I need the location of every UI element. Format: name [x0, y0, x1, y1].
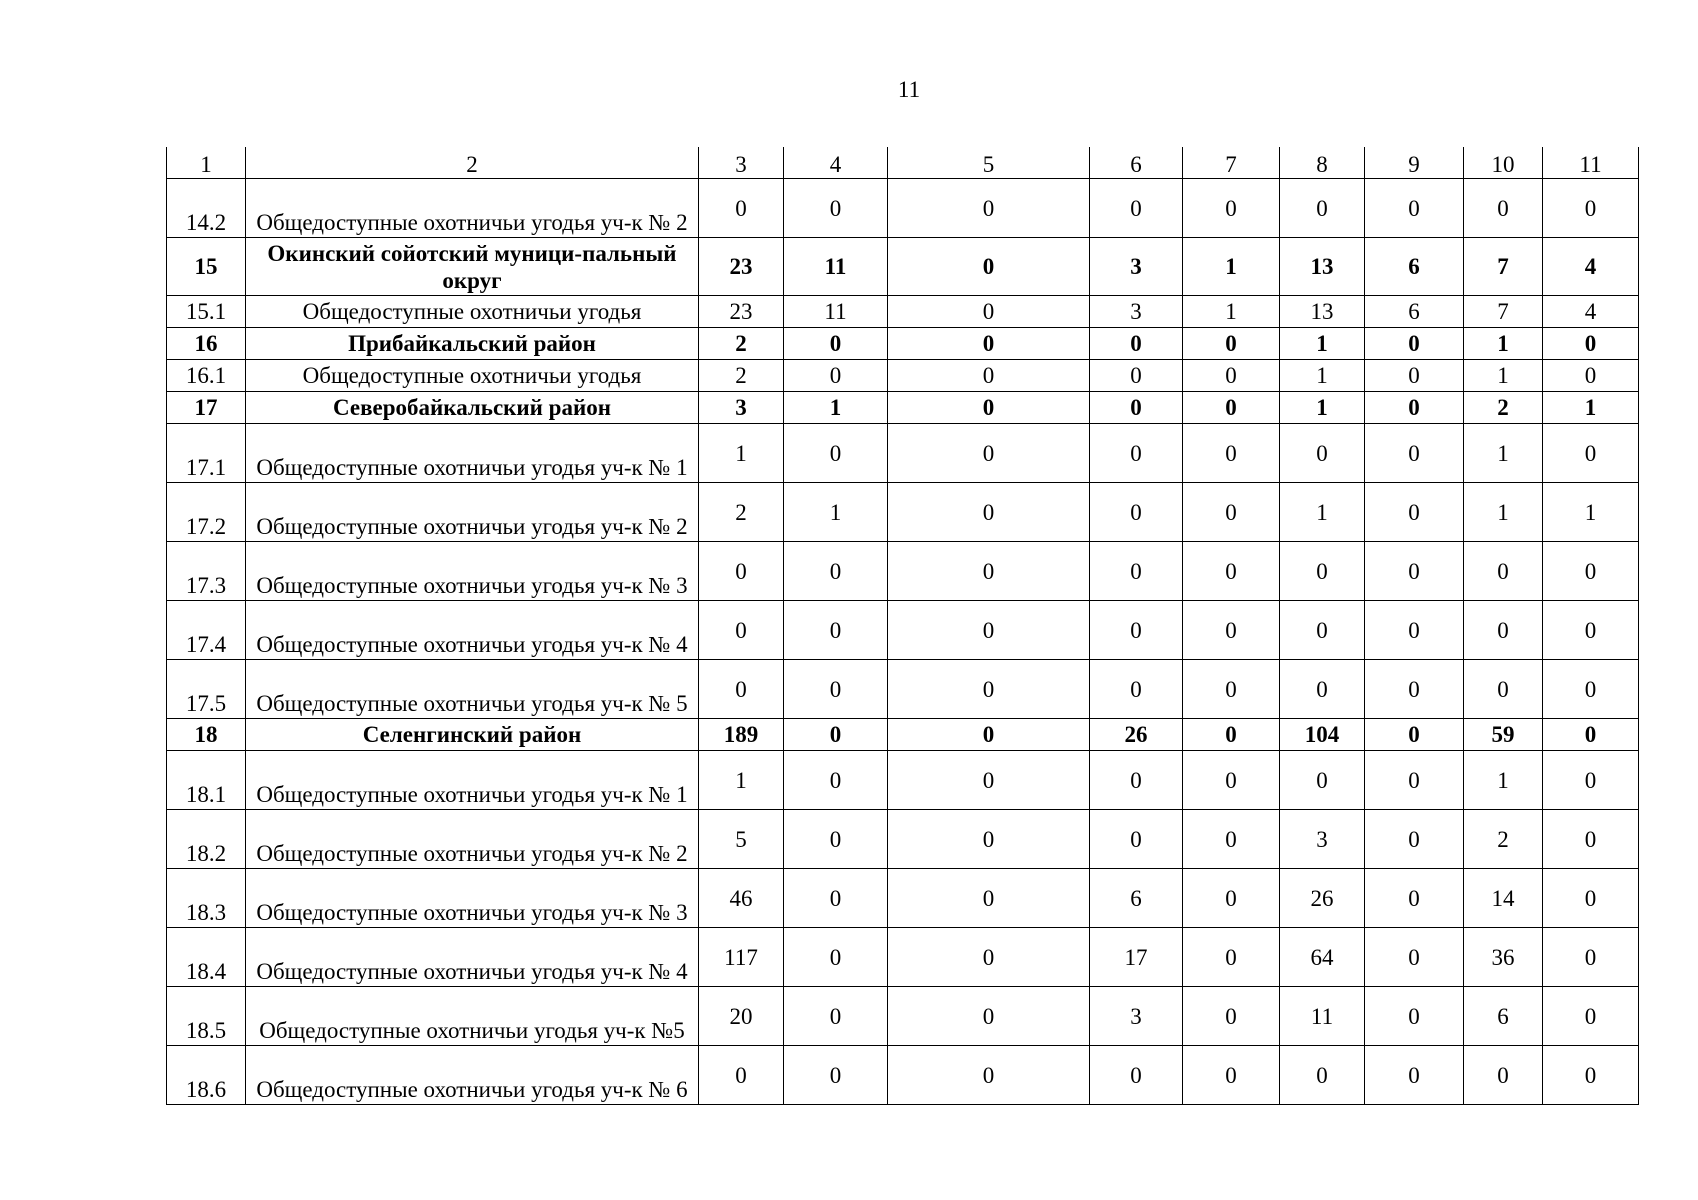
value-cell: 0 [1464, 179, 1543, 238]
value-cell: 0 [784, 869, 888, 928]
value-cell: 0 [1090, 810, 1183, 869]
hunting-ground-name: Общедоступные охотничьи угодья уч-к № 2 [246, 483, 699, 542]
value-cell: 0 [1280, 542, 1365, 601]
value-cell: 0 [784, 601, 888, 660]
table-row [167, 542, 1639, 601]
value-cell: 1 [1464, 328, 1543, 360]
district-row [167, 719, 1639, 751]
row-number: 17.3 [167, 542, 246, 601]
row-number: 18.2 [167, 810, 246, 869]
column-number: 1 [167, 147, 246, 179]
value-cell: 0 [1464, 1046, 1543, 1105]
value-cell: 4 [1543, 238, 1639, 296]
hunting-ground-name: Общедоступные охотничьи угодья уч-к № 4 [246, 601, 699, 660]
value-cell: 0 [888, 483, 1090, 542]
value-cell: 1 [784, 483, 888, 542]
value-cell: 11 [784, 296, 888, 328]
value-cell: 0 [1543, 751, 1639, 810]
value-cell: 0 [699, 601, 784, 660]
table-row [167, 869, 1639, 928]
district-row [167, 392, 1639, 424]
row-number: 18.5 [167, 987, 246, 1046]
row-number: 17.2 [167, 483, 246, 542]
value-cell: 0 [1090, 360, 1183, 392]
value-cell: 1 [784, 392, 888, 424]
value-cell: 0 [1365, 424, 1464, 483]
hunting-ground-name: Общедоступные охотничьи угодья [246, 296, 699, 328]
value-cell: 2 [699, 483, 784, 542]
value-cell: 1 [699, 751, 784, 810]
value-cell: 0 [1183, 179, 1280, 238]
value-cell: 0 [1543, 179, 1639, 238]
table-row [167, 1046, 1639, 1105]
row-number: 16 [167, 328, 246, 360]
hunting-ground-name: Общедоступные охотничьи угодья уч-к № 1 [246, 751, 699, 810]
value-cell: 3 [1280, 810, 1365, 869]
value-cell: 6 [1365, 238, 1464, 296]
value-cell: 6 [1090, 869, 1183, 928]
row-number: 17.4 [167, 601, 246, 660]
value-cell: 0 [1543, 987, 1639, 1046]
value-cell: 0 [888, 869, 1090, 928]
value-cell: 0 [1365, 810, 1464, 869]
value-cell: 0 [1280, 601, 1365, 660]
value-cell: 0 [888, 542, 1090, 601]
table-row [167, 928, 1639, 987]
value-cell: 0 [784, 810, 888, 869]
value-cell: 4 [1543, 296, 1639, 328]
value-cell: 23 [699, 238, 784, 296]
value-cell: 0 [888, 719, 1090, 751]
value-cell: 0 [1090, 751, 1183, 810]
value-cell: 2 [1464, 810, 1543, 869]
district-name: Селенгинский район [246, 719, 699, 751]
table-row [167, 296, 1639, 328]
district-name: Северобайкальский район [246, 392, 699, 424]
row-number: 17.1 [167, 424, 246, 483]
value-cell: 13 [1280, 296, 1365, 328]
value-cell: 0 [888, 179, 1090, 238]
value-cell: 20 [699, 987, 784, 1046]
value-cell: 0 [1543, 360, 1639, 392]
value-cell: 0 [784, 987, 888, 1046]
table-row [167, 751, 1639, 810]
row-number: 17 [167, 392, 246, 424]
row-number: 16.1 [167, 360, 246, 392]
value-cell: 0 [1365, 751, 1464, 810]
value-cell: 1 [1464, 751, 1543, 810]
hunting-ground-name: Общедоступные охотничьи угодья уч-к №5 [246, 987, 699, 1046]
value-cell: 0 [1543, 328, 1639, 360]
row-number: 15 [167, 238, 246, 296]
district-name: Прибайкальский район [246, 328, 699, 360]
value-cell: 0 [1365, 328, 1464, 360]
value-cell: 0 [1365, 360, 1464, 392]
value-cell: 0 [1543, 719, 1639, 751]
value-cell: 0 [1365, 483, 1464, 542]
value-cell: 1 [1183, 238, 1280, 296]
value-cell: 0 [1183, 360, 1280, 392]
column-number: 6 [1090, 147, 1183, 179]
column-number: 4 [784, 147, 888, 179]
value-cell: 0 [699, 542, 784, 601]
value-cell: 0 [1365, 928, 1464, 987]
value-cell: 0 [784, 360, 888, 392]
row-number: 18.4 [167, 928, 246, 987]
value-cell: 0 [1543, 928, 1639, 987]
value-cell: 0 [1183, 601, 1280, 660]
value-cell: 17 [1090, 928, 1183, 987]
column-number: 9 [1365, 147, 1464, 179]
value-cell: 0 [1183, 542, 1280, 601]
value-cell: 36 [1464, 928, 1543, 987]
value-cell: 0 [784, 179, 888, 238]
value-cell: 1 [1543, 483, 1639, 542]
value-cell: 0 [1183, 869, 1280, 928]
row-number: 18 [167, 719, 246, 751]
value-cell: 0 [1183, 987, 1280, 1046]
value-cell: 0 [888, 751, 1090, 810]
hunting-ground-name: Общедоступные охотничьи угодья уч-к № 6 [246, 1046, 699, 1105]
value-cell: 1 [1280, 483, 1365, 542]
value-cell: 6 [1464, 987, 1543, 1046]
hunting-ground-name: Общедоступные охотничьи угодья уч-к № 2 [246, 179, 699, 238]
value-cell: 3 [1090, 238, 1183, 296]
table-row [167, 424, 1639, 483]
value-cell: 0 [1543, 601, 1639, 660]
column-number: 7 [1183, 147, 1280, 179]
value-cell: 0 [1543, 1046, 1639, 1105]
value-cell: 0 [888, 424, 1090, 483]
table-row [167, 987, 1639, 1046]
value-cell: 0 [1183, 392, 1280, 424]
value-cell: 0 [1090, 392, 1183, 424]
column-number-row [167, 147, 1639, 179]
value-cell: 0 [888, 238, 1090, 296]
value-cell: 0 [1183, 810, 1280, 869]
hunting-ground-name: Общедоступные охотничьи угодья уч-к № 3 [246, 869, 699, 928]
value-cell: 0 [1280, 751, 1365, 810]
value-cell: 0 [888, 601, 1090, 660]
value-cell: 7 [1464, 296, 1543, 328]
value-cell: 0 [1090, 424, 1183, 483]
value-cell: 0 [699, 660, 784, 719]
value-cell: 7 [1464, 238, 1543, 296]
value-cell: 0 [784, 1046, 888, 1105]
value-cell: 0 [888, 810, 1090, 869]
value-cell: 0 [1090, 328, 1183, 360]
value-cell: 64 [1280, 928, 1365, 987]
value-cell: 0 [784, 328, 888, 360]
row-number: 18.6 [167, 1046, 246, 1105]
value-cell: 0 [1543, 810, 1639, 869]
value-cell: 0 [1183, 660, 1280, 719]
table-row [167, 360, 1639, 392]
value-cell: 11 [1280, 987, 1365, 1046]
data-table [166, 147, 1639, 1105]
value-cell: 0 [888, 928, 1090, 987]
column-number: 3 [699, 147, 784, 179]
value-cell: 0 [888, 360, 1090, 392]
value-cell: 0 [1090, 601, 1183, 660]
value-cell: 0 [784, 719, 888, 751]
value-cell: 13 [1280, 238, 1365, 296]
value-cell: 0 [1090, 483, 1183, 542]
value-cell: 0 [888, 392, 1090, 424]
value-cell: 1 [1464, 483, 1543, 542]
value-cell: 0 [1183, 751, 1280, 810]
value-cell: 14 [1464, 869, 1543, 928]
value-cell: 0 [1365, 869, 1464, 928]
value-cell: 0 [1543, 660, 1639, 719]
hunting-ground-name: Общедоступные охотничьи угодья уч-к № 4 [246, 928, 699, 987]
value-cell: 0 [1090, 179, 1183, 238]
hunting-ground-name: Общедоступные охотничьи угодья уч-к № 5 [246, 660, 699, 719]
value-cell: 0 [1365, 392, 1464, 424]
value-cell: 0 [1090, 660, 1183, 719]
value-cell: 3 [699, 392, 784, 424]
value-cell: 26 [1090, 719, 1183, 751]
district-row [167, 238, 1639, 296]
value-cell: 1 [1280, 360, 1365, 392]
value-cell: 0 [784, 660, 888, 719]
hunting-ground-name: Общедоступные охотничьи угодья уч-к № 2 [246, 810, 699, 869]
hunting-ground-name: Общедоступные охотничьи угодья [246, 360, 699, 392]
value-cell: 0 [699, 1046, 784, 1105]
value-cell: 0 [1543, 424, 1639, 483]
value-cell: 2 [699, 360, 784, 392]
value-cell: 3 [1090, 987, 1183, 1046]
value-cell: 1 [699, 424, 784, 483]
row-number: 14.2 [167, 179, 246, 238]
column-number: 10 [1464, 147, 1543, 179]
value-cell: 0 [1543, 869, 1639, 928]
column-number: 2 [246, 147, 699, 179]
value-cell: 0 [888, 987, 1090, 1046]
value-cell: 1 [1280, 328, 1365, 360]
value-cell: 0 [888, 328, 1090, 360]
value-cell: 104 [1280, 719, 1365, 751]
value-cell: 0 [1183, 928, 1280, 987]
value-cell: 1 [1464, 360, 1543, 392]
value-cell: 0 [1183, 719, 1280, 751]
value-cell: 0 [888, 296, 1090, 328]
value-cell: 0 [1183, 328, 1280, 360]
table-row [167, 179, 1639, 238]
value-cell: 59 [1464, 719, 1543, 751]
value-cell: 1 [1280, 392, 1365, 424]
value-cell: 0 [1543, 542, 1639, 601]
value-cell: 0 [1183, 424, 1280, 483]
value-cell: 0 [1464, 660, 1543, 719]
table-row [167, 660, 1639, 719]
value-cell: 0 [784, 424, 888, 483]
value-cell: 26 [1280, 869, 1365, 928]
value-cell: 0 [1183, 483, 1280, 542]
value-cell: 0 [1365, 601, 1464, 660]
value-cell: 0 [784, 928, 888, 987]
value-cell: 0 [1183, 1046, 1280, 1105]
table-row [167, 810, 1639, 869]
value-cell: 0 [1365, 987, 1464, 1046]
value-cell: 6 [1365, 296, 1464, 328]
value-cell: 0 [1090, 1046, 1183, 1105]
value-cell: 0 [1365, 1046, 1464, 1105]
table-row [167, 483, 1639, 542]
value-cell: 189 [699, 719, 784, 751]
value-cell: 0 [1365, 660, 1464, 719]
value-cell: 23 [699, 296, 784, 328]
value-cell: 0 [888, 1046, 1090, 1105]
row-number: 15.1 [167, 296, 246, 328]
value-cell: 0 [784, 751, 888, 810]
value-cell: 0 [1280, 424, 1365, 483]
column-number: 5 [888, 147, 1090, 179]
hunting-ground-name: Общедоступные охотничьи угодья уч-к № 1 [246, 424, 699, 483]
value-cell: 0 [1280, 660, 1365, 719]
column-number: 11 [1543, 147, 1639, 179]
value-cell: 2 [699, 328, 784, 360]
row-number: 17.5 [167, 660, 246, 719]
row-number: 18.1 [167, 751, 246, 810]
page-number: 11 [897, 77, 921, 102]
district-row [167, 328, 1639, 360]
value-cell: 1 [1543, 392, 1639, 424]
value-cell: 1 [1183, 296, 1280, 328]
value-cell: 5 [699, 810, 784, 869]
value-cell: 0 [1464, 601, 1543, 660]
value-cell: 3 [1090, 296, 1183, 328]
table-row [167, 601, 1639, 660]
value-cell: 46 [699, 869, 784, 928]
value-cell: 0 [1365, 179, 1464, 238]
value-cell: 0 [1280, 179, 1365, 238]
value-cell: 2 [1464, 392, 1543, 424]
value-cell: 0 [1090, 542, 1183, 601]
column-number: 8 [1280, 147, 1365, 179]
value-cell: 1 [1464, 424, 1543, 483]
value-cell: 0 [699, 179, 784, 238]
hunting-ground-name: Общедоступные охотничьи угодья уч-к № 3 [246, 542, 699, 601]
value-cell: 0 [1365, 542, 1464, 601]
value-cell: 0 [1365, 719, 1464, 751]
district-name: Окинский сойотский муници-пальный округ [246, 238, 699, 296]
value-cell: 0 [1464, 542, 1543, 601]
value-cell: 0 [888, 660, 1090, 719]
value-cell: 11 [784, 238, 888, 296]
row-number: 18.3 [167, 869, 246, 928]
value-cell: 0 [784, 542, 888, 601]
value-cell: 117 [699, 928, 784, 987]
value-cell: 0 [1280, 1046, 1365, 1105]
